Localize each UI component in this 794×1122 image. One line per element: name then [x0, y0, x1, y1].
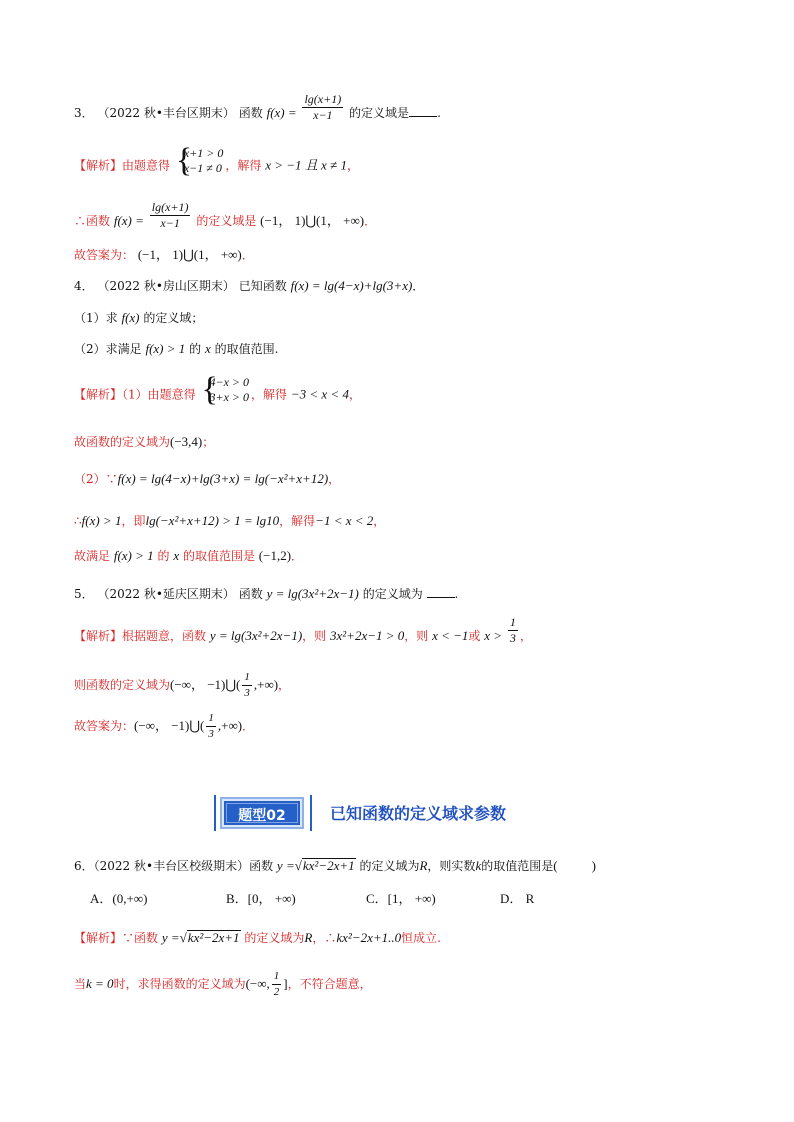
q5-sol-t4: 或 — [468, 629, 481, 643]
q3-sol-set: (−1， 1)⋃(1， +∞) — [260, 213, 365, 228]
q6-sol-t4: 恒成立. — [401, 931, 441, 945]
q6-sol-radicand: kx²−2x+1 — [187, 930, 240, 945]
frac-den: 3 — [509, 631, 516, 645]
q4-sol-l4d: ， — [373, 514, 386, 528]
q6-sol-l2-s2: ] — [283, 976, 288, 991]
q5-end: . — [454, 587, 459, 601]
q6-sol-l2-s1: (−∞, — [245, 976, 270, 991]
q4-sol-system — [201, 371, 250, 408]
q5-sol-l2b: ， — [278, 678, 291, 692]
solution-tag: 【解析】 — [74, 158, 123, 173]
q4-p2c: 的取值范围. — [214, 342, 279, 356]
sys-row: 3+x > 0 — [209, 390, 250, 404]
answer-value: (−1， 1)⋃(1， +∞) — [137, 247, 242, 262]
answer-end: ． — [241, 248, 254, 262]
option-c-label: C．[1， +∞) — [366, 891, 436, 906]
frac-num: 1 — [509, 615, 516, 629]
q4-p1a: （1）求 — [74, 311, 118, 325]
q3-sol-l2b: 的定义域是 — [196, 214, 257, 228]
q5-sol-t5: ， — [519, 629, 532, 643]
q5-sol-l2-s2: ,+∞) — [253, 677, 279, 692]
answer-s2: ,+∞) — [217, 718, 243, 733]
brace-icon: { — [175, 142, 193, 179]
q4-p2a: （2）求满足 — [74, 342, 142, 356]
q4-sol-l2b: ； — [202, 435, 215, 449]
q5-number: 5． — [74, 587, 94, 601]
q6-sol-y: y = — [161, 930, 180, 945]
q5-text: 函数 — [238, 587, 263, 601]
q4-solution-line1 — [74, 371, 361, 408]
q5-answer — [74, 711, 254, 742]
answer-s1: (−∞， −1)⋃( — [134, 718, 205, 733]
q5-stem — [74, 585, 458, 603]
q4-part1 — [74, 309, 203, 327]
answer-label: 故答案为： — [74, 719, 135, 733]
q5-sol-e3: x < −1 — [432, 628, 469, 643]
q5-sol-e2: 3x²+2x−1 > 0 — [330, 628, 405, 643]
q4-sol-l4c: ，解得 — [279, 514, 316, 528]
q6-number: 6． — [74, 859, 94, 873]
frac-num: 1 — [272, 969, 282, 985]
q6-option-d[interactable] — [500, 890, 534, 908]
q6-text-a: 函数 — [249, 859, 274, 873]
q6-text-d: 的取值范围是 — [481, 859, 554, 873]
q6-sol-l2c: ，不符合题意， — [287, 977, 372, 991]
q3-text: 函数 — [238, 106, 263, 120]
q5-sol-t3: ，则 — [404, 629, 429, 643]
q5-solution-line1 — [74, 615, 532, 646]
q5-sol-e4: x > — [484, 628, 503, 643]
section-code: 题型02 — [238, 808, 286, 824]
q5-solution-line2 — [74, 670, 290, 701]
q5-sol-fraction — [508, 615, 518, 646]
frac-num: 1 — [242, 670, 252, 686]
answer-end: ． — [242, 719, 255, 733]
section-badge — [220, 797, 304, 829]
q6-option-b[interactable] — [226, 890, 296, 908]
q5-sol-text: 根据题意，函数 — [122, 629, 207, 643]
answer-fraction — [206, 711, 216, 742]
q4-sol-text2: ，解得 — [251, 387, 288, 402]
q6-option-a[interactable] — [90, 890, 147, 908]
q5-sol-l2-s1: (−∞， −1)⋃( — [170, 677, 241, 692]
q3-fx: f(x) = — [266, 105, 297, 120]
q6-text-c: ，则实数 — [427, 859, 476, 873]
q5-expr: y = lg(3x²+2x−1) — [266, 586, 359, 601]
q4-sol-l5c: 的取值范围是 — [182, 549, 255, 563]
answer-blank — [409, 104, 437, 117]
brace-icon: { — [201, 371, 218, 408]
q3-sol-end: ． — [364, 214, 377, 228]
q4-p2-cond: f(x) > 1 — [145, 341, 186, 356]
q4-text: 已知函数 — [238, 279, 287, 293]
q3-sol-text3: ， — [346, 158, 359, 173]
frac-den: 3 — [244, 687, 250, 699]
q3-end: . — [437, 106, 441, 120]
q4-sol-l4a: ∴ — [74, 514, 82, 528]
sys-row: 4−x > 0 — [209, 375, 250, 389]
sys-row: x+1 > 0 — [183, 146, 224, 160]
q4-source: （2022 秋•房山区期末） — [97, 279, 235, 293]
q4-sol-l4b: ，即 — [121, 514, 146, 528]
q4-solution-line4 — [74, 512, 385, 530]
q4-sol-l5-x: x — [173, 548, 180, 563]
q6-stem — [74, 857, 596, 875]
q3-frac-num: lg(x+1) — [304, 92, 342, 106]
q6-solution-line1 — [74, 929, 441, 947]
q6-radicand: kx²−2x+1 — [302, 858, 355, 873]
q3-sol-fraction — [150, 200, 191, 231]
q4-expr: f(x) = lg(4−x)+lg(3+x) — [290, 278, 413, 293]
q4-sol-l3-expr: f(x) = lg(4−x)+lg(3+x) = lg(−x²+x+12) — [117, 471, 329, 486]
q4-p2-x: x — [204, 341, 211, 356]
q6-sol-R: R — [304, 930, 313, 945]
q5-text-b: 的定义域为 — [362, 587, 423, 601]
q4-sol-text: （1）由题意得 — [122, 387, 196, 402]
q4-sol-l3b: ， — [328, 472, 341, 486]
q4-sol-l4-e2: lg(−x²+x+12) > 1 = lg10 — [145, 513, 280, 528]
q5-sol-t2: ，则 — [302, 629, 327, 643]
q6-sol-l2-e: k = 0 — [86, 976, 114, 991]
q6-text-b: 的定义域为 — [359, 859, 420, 873]
q6-sol-t2: 的定义域为 — [244, 931, 305, 945]
q3-number: 3． — [74, 106, 94, 120]
q6-option-c[interactable] — [366, 890, 436, 908]
frac-den: 2 — [273, 986, 280, 998]
answer-blank — [427, 585, 455, 598]
q6-paren-left: ( — [553, 858, 558, 873]
q4-number: 4． — [74, 279, 94, 293]
q3-sol-text: 由题意得 — [122, 158, 171, 173]
q3-sol-system — [175, 142, 224, 179]
q3-sol-fx: f(x) = — [113, 213, 144, 228]
solution-tag: 【解析】 — [74, 931, 123, 945]
solution-tag: 【解析】 — [74, 629, 123, 643]
sqrt-icon: √ — [179, 930, 187, 945]
section-title: 已知函数的定义域求参数 — [330, 804, 507, 823]
answer-label: 故答案为： — [74, 248, 135, 262]
q4-sol-l5b: 的 — [157, 549, 170, 563]
q4-sol-l4-e1: f(x) > 1 — [81, 513, 122, 528]
q4-sol-l5d: ． — [291, 549, 304, 563]
q4-stem — [74, 277, 424, 295]
q6-sol-l2-fraction — [272, 969, 282, 1000]
q4-p1b: 的定义域； — [143, 311, 204, 325]
sqrt-icon: √ — [294, 858, 302, 873]
q4-part2 — [74, 340, 278, 358]
frac-num: 1 — [206, 711, 216, 727]
q4-solution-line5 — [74, 547, 303, 565]
q6-paren-right: ) — [591, 858, 596, 873]
q6-sol-t1: ∵函数 — [122, 931, 159, 945]
q4-sol-l3a: （2）∵ — [74, 472, 118, 486]
q4-end: ． — [412, 279, 425, 293]
q3-fraction — [302, 92, 343, 123]
q4-sol-text3: ， — [348, 387, 361, 402]
q5-source: （2022 秋•延庆区期末） — [97, 587, 235, 601]
q5-sol-l2a: 则函数的定义域为 — [74, 678, 171, 692]
q3-stem — [74, 92, 441, 123]
frac-den: x−1 — [160, 216, 180, 230]
q5-sol-l2-fraction — [242, 670, 252, 701]
q6-source: （2022 秋•丰台区校级期末） — [93, 859, 250, 873]
q4-sol-l2a: 故函数的定义域为 — [74, 435, 171, 449]
q6-sol-l2a: 当 — [74, 977, 87, 991]
q6-sol-e1: kx²−2x+1..0 — [336, 930, 402, 945]
q4-sol-l5-set: (−1,2) — [258, 548, 292, 563]
q4-solution-line3 — [74, 470, 340, 488]
solution-tag: 【解析】 — [74, 387, 123, 402]
q6-sol-t3: ，∴ — [312, 931, 337, 945]
option-b-label: B．[0， +∞) — [226, 891, 296, 906]
q6-y: y = — [276, 858, 295, 873]
section-bracket-right — [304, 795, 312, 831]
q4-solution-line2 — [74, 433, 214, 451]
q4-sol-cond: −3 < x < 4 — [290, 386, 349, 402]
q4-sol-set: (−3,4) — [170, 434, 203, 449]
q6-k: k — [475, 858, 482, 873]
q3-text-b: 的定义域是 — [349, 106, 410, 120]
q3-source: （2022 秋•丰台区期末） — [97, 106, 235, 120]
q6-solution-line2 — [74, 969, 372, 1000]
q4-p2b: 的 — [189, 342, 202, 356]
frac-num: lg(x+1) — [151, 200, 189, 214]
q4-sol-l5a: 故满足 — [74, 549, 111, 563]
frac-den: 3 — [208, 728, 214, 740]
q4-p1-fx: f(x) — [121, 310, 140, 325]
option-a-label: A．(0,+∞) — [90, 891, 148, 906]
q6-sol-l2b: 时，求得函数的定义域为 — [113, 977, 246, 991]
option-d-label: D． R — [500, 891, 535, 906]
q3-solution-line2 — [74, 200, 377, 231]
q6-R: R — [419, 858, 428, 873]
q4-sol-l5-e1: f(x) > 1 — [113, 548, 154, 563]
q3-sol-text2: ，解得 — [225, 158, 262, 173]
q5-sol-e1: y = lg(3x²+2x−1) — [209, 628, 303, 643]
q3-sol-cond: x > −1 且 x ≠ 1 — [265, 157, 347, 173]
sys-row: x−1 ≠ 0 — [183, 161, 222, 175]
q3-answer — [74, 246, 254, 264]
q4-sol-l4-e3: −1 < x < 2 — [315, 513, 374, 528]
q3-solution-line1 — [74, 142, 359, 179]
q3-frac-den: x−1 — [313, 108, 333, 122]
q3-sol-l2a: ∴函数 — [74, 214, 111, 228]
